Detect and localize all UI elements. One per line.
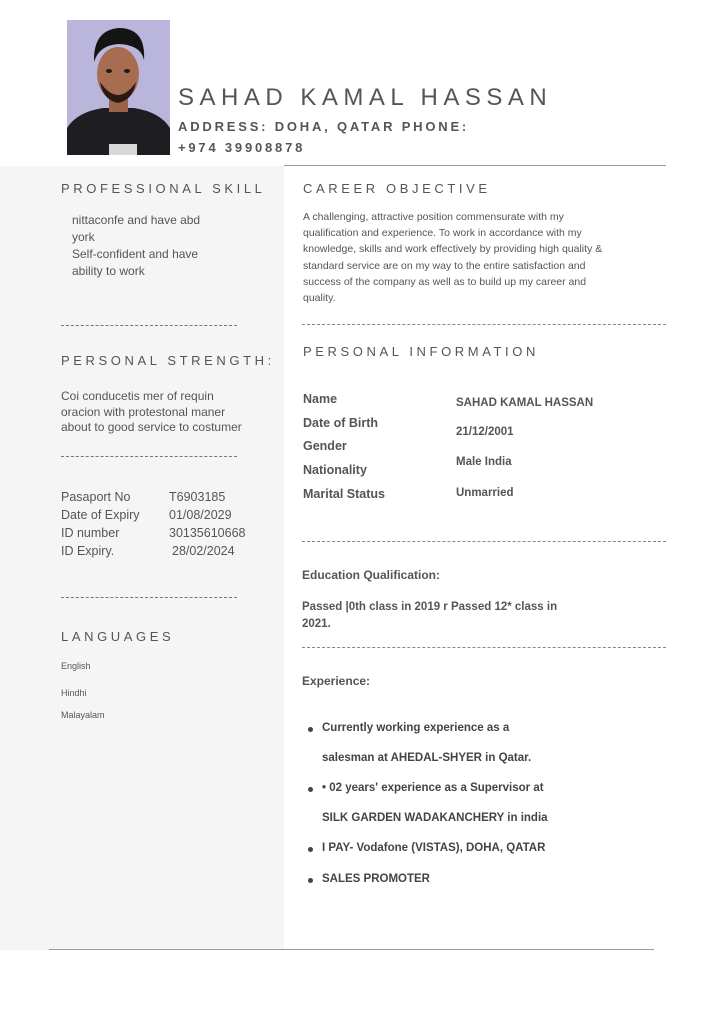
bullet-icon (308, 847, 313, 852)
candidate-name: SAHAD KAMAL HASSAN (178, 84, 553, 111)
footer-divider (49, 949, 654, 950)
objective-line: standard service are on my way to the entire satisfaction and (303, 259, 586, 272)
person-portrait-icon (67, 20, 170, 155)
id-label: Date of Expiry (61, 508, 140, 522)
info-label-name: Name (303, 392, 338, 406)
personal-strength-heading: PERSONAL STRENGTH: (61, 353, 275, 368)
skill-line: ability to work (72, 264, 145, 278)
objective-line: A challenging, attractive position commensurate with my (303, 211, 564, 223)
objective-line: knowledge, skills and work effectively by providing high quality & (303, 243, 603, 256)
languages-heading: LANGUAGES (61, 629, 175, 644)
experience-item-continuation: salesman at AHEDAL-SHYER in Qatar. (322, 752, 532, 764)
section-divider (302, 541, 666, 542)
info-label-nationality: Nationality (303, 463, 367, 477)
professional-skill-text (72, 212, 262, 280)
experience-item: I PAY- Vodafone (VISTAS), DOHA, QATAR (322, 842, 546, 854)
section-divider (302, 324, 666, 325)
education-text (302, 599, 557, 633)
experience-item: Currently working experience as a (322, 722, 510, 734)
section-divider (302, 647, 666, 648)
objective-line: qualification and experience. To work in accordance with my (303, 227, 582, 240)
bullet-icon (308, 787, 313, 792)
education-heading: Education Qualification: (302, 568, 441, 582)
strength-line: about to good service to costumer (61, 420, 242, 434)
education-line: Passed |0th class in 2019 r Passed 12* class in (302, 601, 558, 613)
info-label-gender: Gender (303, 439, 347, 453)
experience-item-continuation: SILK GARDEN WADAKANCHERY in india (322, 812, 548, 824)
career-objective-heading: CAREER OBJECTIVE (303, 181, 491, 196)
skill-line: nittaconfe and have abd (72, 213, 201, 227)
info-value-dob: 21/12/2001 (456, 426, 514, 438)
info-value-gender-nationality: Male India (456, 456, 512, 468)
info-label-dob: Date of Birth (303, 416, 378, 430)
language-item: Malayalam (61, 710, 105, 720)
personal-information-heading: PERSONAL INFORMATION (303, 344, 539, 359)
info-label-marital-status: Marital Status (303, 487, 385, 501)
section-divider (61, 597, 237, 598)
strength-line: Coi conducetis mer of requin (61, 389, 214, 403)
skill-line: Self-confident and have (72, 247, 199, 261)
profile-photo (67, 20, 170, 155)
experience-heading: Experience: (302, 674, 371, 688)
skill-line: york (72, 230, 95, 244)
id-value: 30135610668 (169, 526, 246, 540)
language-item: English (61, 661, 91, 671)
strength-line: oracion with protestonal maner (61, 404, 226, 419)
experience-item: • 02 years' experience as a Supervisor at (322, 782, 544, 794)
id-label: Pasaport No (61, 490, 131, 504)
info-value-marital-status: Unmarried (456, 487, 514, 499)
info-value-name: SAHAD KAMAL HASSAN (456, 397, 594, 409)
section-divider (61, 456, 237, 457)
bullet-icon (308, 878, 313, 883)
objective-line: success of the company as well as to build up my career and (303, 275, 587, 288)
experience-item: SALES PROMOTER (322, 873, 430, 885)
id-value: 01/08/2029 (169, 508, 232, 522)
language-item: Hindhi (61, 688, 87, 698)
sidebar-background (0, 166, 284, 950)
professional-skill-heading: PROFESSIONAL SKILL (61, 181, 266, 196)
id-value: 28/02/2024 (172, 544, 235, 558)
education-line: 2021. (302, 618, 331, 630)
section-divider (61, 325, 237, 326)
contact-details: ADDRESS: DOHA, QATAR PHONE: +974 39908878 (178, 119, 470, 155)
id-value: T6903185 (169, 490, 226, 504)
personal-strength-text (61, 389, 276, 436)
objective-line: quality. (303, 292, 336, 305)
header-divider (284, 165, 666, 166)
id-label: ID Expiry. (61, 544, 115, 558)
career-objective-text (303, 209, 665, 306)
bullet-icon (308, 727, 313, 732)
id-label: ID number (61, 526, 120, 540)
